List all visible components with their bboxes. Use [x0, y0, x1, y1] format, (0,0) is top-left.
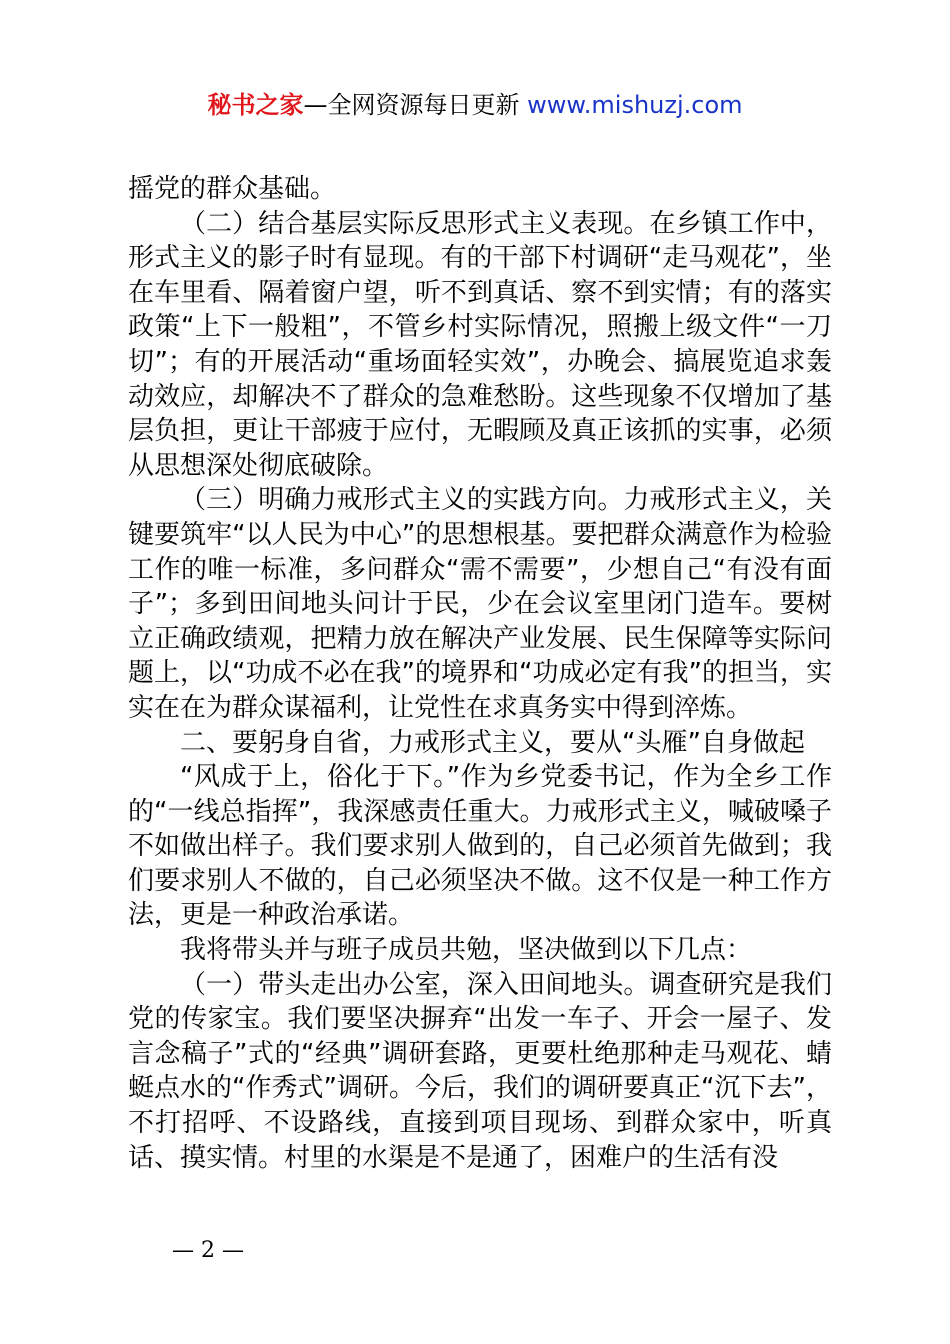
page-number: — 2 —: [172, 1238, 244, 1263]
paragraph-section-3: （三）明确力戒形式主义的实践方向。力戒形式主义，关键要筑牢“以人民为中心”的思想根基。要把群众满意作为检验工作的唯一标准，多问群众“需不需要”，少想自己“有没有面子”；多到田间地头问计于民，少在会议室里闭门造车。要树立正确政绩观，把精力放在解决产业发展、民生保障等实际问题上，以“功成不必在我”的境界和“功成必定有我”的担当，实实在在为群众谋福利，让党性在求真务实中得到淬炼。: [128, 485, 832, 723]
site-url-link[interactable]: www.mishuzj.com: [527, 91, 743, 119]
site-slogan: —全网资源每日更新: [303, 91, 528, 119]
paragraph-continuation: 摇党的群众基础。: [128, 174, 337, 204]
paragraph-commitment: 我将带头并与班子成员共勉，坚决做到以下几点：: [180, 935, 753, 966]
paragraph-quote-intro: “风成于上，俗化于下。”作为乡党委书记，作为全乡工作的“一线总指挥”，我深感责任重大。力戒形式主义，喊破嗓子不如做出样子。我们要求别人做到的，自己必须首先做到；我们要求别人不做的，自己必须坚决不做。这不仅是一种工作方法，更是一种政治承诺。: [128, 762, 832, 931]
section-heading-2: 二、要躬身自省，力戒形式主义，要从“头雁”自身做起: [180, 727, 805, 758]
document-body: [128, 172, 832, 1175]
paragraph-item-1: （一）带头走出办公室，深入田间地头。调查研究是我们党的传家宝。我们要坚决摒弃“出发一车子、开会一屋子、发言念稿子”式的“经典”调研套路，更要杜绝那种走马观花、蜻蜓点水的“作秀式”调研。今后，我们的调研要真正“沉下去”，不打招呼、不设路线，直接到项目现场、到群众家中，听真话、摸实情。村里的水渠是不是通了，困难户的生活有没: [128, 969, 832, 1173]
paragraph-section-2: （二）结合基层实际反思形式主义表现。在乡镇工作中，形式主义的影子时有显现。有的干部下村调研“走马观花”，坐在车里看、隔着窗户望，听不到真话、察不到实情；有的落实政策“上下一般粗”，不管乡村实际情况，照搬上级文件“一刀切”；有的开展活动“重场面轻实效”，办晚会、搞展览追求轰动效应，却解决不了群众的急难愁盼。这些现象不仅增加了基层负担，更让干部疲于应付，无暇顾及真正该抓的实事，必须从思想深处彻底破除。: [128, 208, 832, 481]
site-brand: 秘书之家: [207, 91, 304, 119]
site-header: [0, 88, 950, 122]
